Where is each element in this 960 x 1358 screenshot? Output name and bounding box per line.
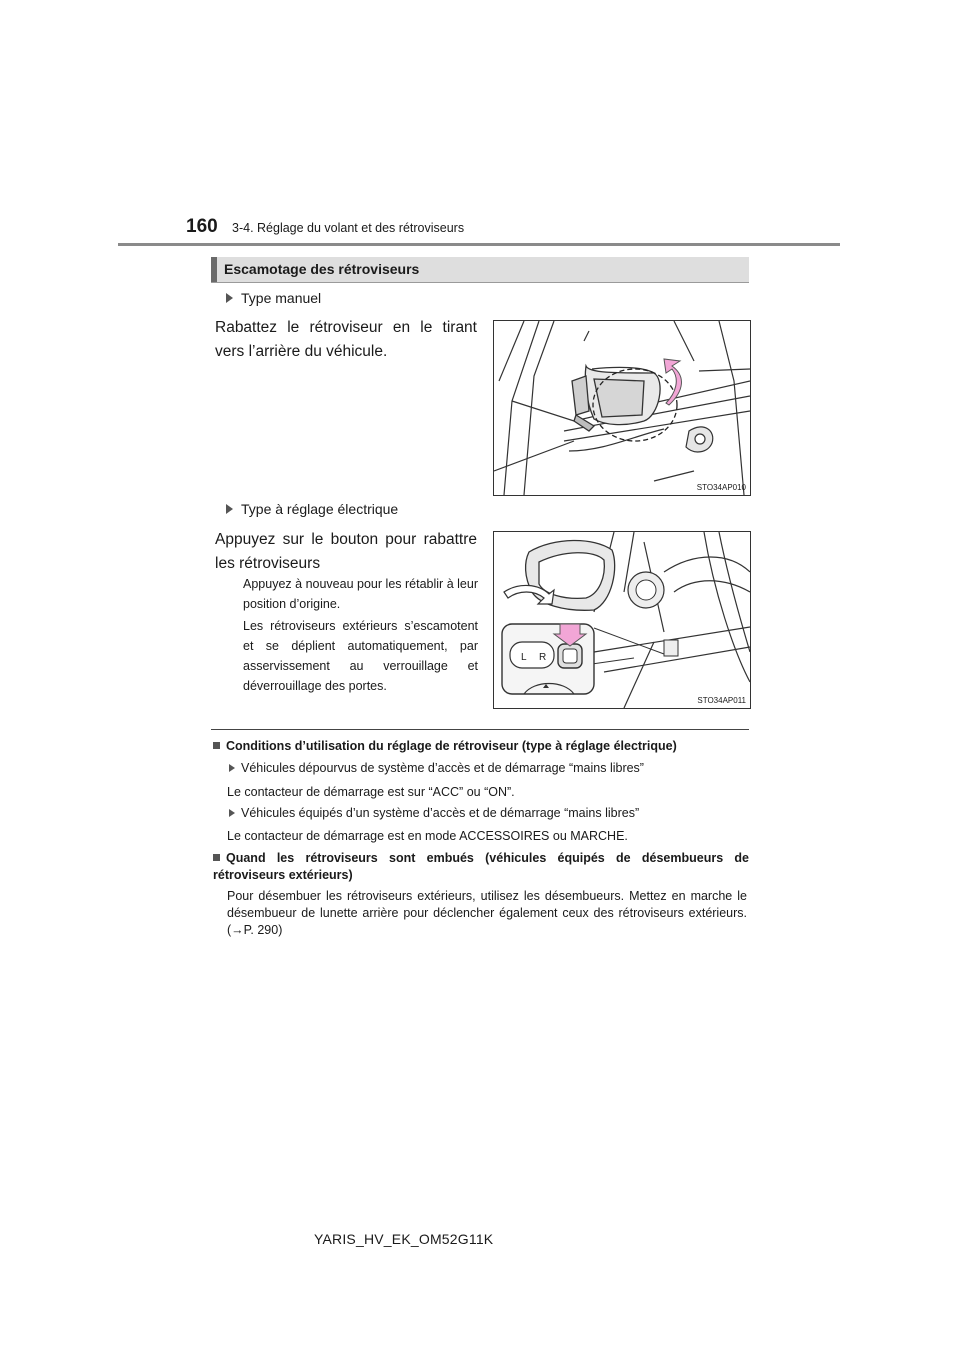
figure-code: STO34AP011 <box>697 696 746 705</box>
switch-right-label: R <box>539 652 547 663</box>
section-heading-bar <box>211 257 749 282</box>
document-code: YARIS_HV_EK_OM52G11K <box>314 1231 494 1247</box>
chapter-title: 3-4. Réglage du volant et des rétroviseurs <box>232 221 465 235</box>
triangle-bullet-icon <box>226 504 233 514</box>
square-bullet-icon <box>213 742 220 749</box>
section-underline <box>211 282 749 283</box>
fogged-heading <box>213 850 749 884</box>
triangle-bullet-icon <box>226 293 233 303</box>
with-keyless-text: Le contacteur de démarrage est en mode ACCESSOIRES ou MARCHE. <box>227 829 628 843</box>
without-keyless-label: Véhicules dépourvus de système d’accès et de démarrage “mains libres” <box>241 761 644 775</box>
conditions-heading <box>213 738 749 755</box>
fogged-text <box>227 888 747 939</box>
electric-type-label: Type à réglage électrique <box>241 501 399 517</box>
fogged-heading-text: Quand les rétroviseurs sont embués (véhicules équipés de désembueurs de rétroviseurs extérieurs) <box>213 851 749 882</box>
header-rule <box>118 243 840 246</box>
electric-note-auto: Les rétroviseurs extérieurs s’escamotent et se déplient automatiquement, par asservissement au verrouillage et déverrouillage des portes. <box>243 619 478 693</box>
section-heading: Escamotage des rétroviseurs <box>224 261 420 277</box>
page-number: 160 <box>186 216 218 237</box>
manual-mirror-illustration <box>494 321 750 495</box>
section-heading-tab <box>211 257 217 282</box>
section-divider <box>211 729 749 730</box>
without-keyless-heading <box>229 761 644 775</box>
manual-instruction: Rabattez le rétroviseur en le tirant vers l’arrière du véhicule. <box>215 319 477 360</box>
manual-mirror-figure <box>493 320 751 496</box>
fogged-text-body: Pour désembuer les rétroviseurs extérieurs, utilisez les désembueurs. Mettez en marche le désembueur de lunette arrière pour déclencher également ceux des rétroviseurs extérieurs. <box>227 889 747 920</box>
manual-type-label: Type manuel <box>241 290 322 306</box>
electric-switch-figure <box>493 531 751 709</box>
page-ref-open: ( <box>227 923 232 937</box>
switch-left-label: L <box>521 652 527 663</box>
electric-type-heading <box>226 501 398 517</box>
figure-code: STO34AP010 <box>696 483 746 492</box>
electric-instruction: Appuyez sur le bouton pour rabattre les rétroviseurs <box>215 531 477 572</box>
manual-type-heading <box>226 290 321 306</box>
electric-note-restore: Appuyez à nouveau pour les rétablir à leur position d’origine. <box>243 577 478 611</box>
triangle-bullet-icon <box>229 764 235 772</box>
arrow-right-icon: → <box>231 923 244 937</box>
electric-switch-illustration <box>494 532 750 708</box>
with-keyless-heading <box>229 806 639 820</box>
with-keyless-label: Véhicules équipés d’un système d’accès et de démarrage “mains libres” <box>241 806 640 820</box>
conditions-heading-text: Conditions d’utilisation du réglage de rétroviseur (type à réglage électrique) <box>226 739 677 753</box>
page-ref-link[interactable]: P. 290) <box>243 923 283 937</box>
square-bullet-icon <box>213 854 220 861</box>
triangle-bullet-icon <box>229 809 235 817</box>
without-keyless-text: Le contacteur de démarrage est sur “ACC” ou “ON”. <box>227 785 515 799</box>
